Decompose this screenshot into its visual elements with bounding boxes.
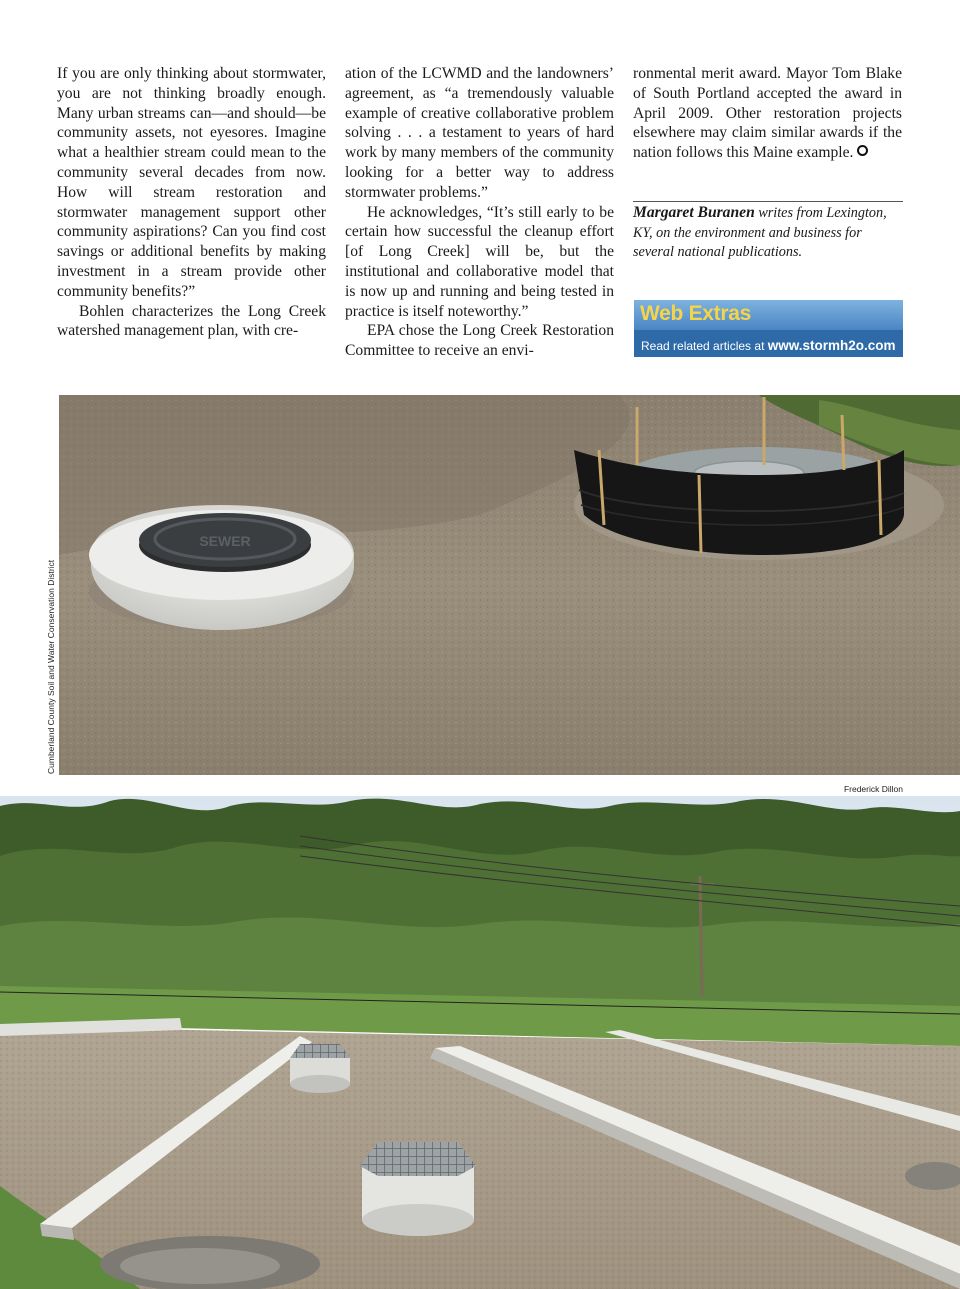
text-column-2 xyxy=(345,64,614,361)
author-name: Margaret Buranen xyxy=(633,204,755,221)
end-of-article-circle-icon xyxy=(857,145,868,156)
web-extras-prefix: Read related articles at xyxy=(641,339,768,353)
paragraph: He acknowledges, “It’s still early to be certain how successful the cleanup effort [of Long Creek] will be, but the institutional and collaborative model that is now up and running and being tested in practice is itself noteworthy.” xyxy=(345,203,614,320)
paragraph: If you are only thinking about stormwater, you are not thinking broadly enough. Many urban streams can—and should—be community assets, not eyesores. Imagine what a healthier stream could mean to the community several decades from now. How will stream restoration and stormwater management support other community aspirations? Can you find cost savings or additional benefits by making investment in a stream provide other community benefits?” xyxy=(57,65,326,300)
web-extras-url-link[interactable]: www.stormh2o.com xyxy=(767,338,896,353)
paragraph: EPA chose the Long Creek Restoration Committee to receive an envi- xyxy=(345,322,614,360)
photo-manhole-and-fenced-structure xyxy=(59,395,960,775)
photo-credit-2: Frederick Dillon xyxy=(843,784,903,794)
manhole-lettering: SEWER xyxy=(199,533,251,549)
paragraph: Bohlen characterizes the Long Creek watershed management plan, with cre- xyxy=(57,302,326,340)
author-bio xyxy=(633,203,903,263)
web-extras-box[interactable] xyxy=(634,300,903,357)
paragraph xyxy=(633,64,902,163)
divider xyxy=(633,201,903,202)
text-column-1 xyxy=(57,64,326,341)
photo-stormwater-filter-basins xyxy=(0,796,960,1289)
web-extras-link-line xyxy=(641,338,896,353)
web-extras-title: Web Extras xyxy=(640,302,751,325)
text-column-3 xyxy=(633,64,902,163)
photo-credit-1: Cumberland County Soil and Water Conservation District xyxy=(46,559,56,774)
author-bio-text: writes from Lexington, KY, on the environment and business for several national publications. xyxy=(633,205,887,260)
paragraph-text: ronmental merit award. Mayor Tom Blake of South Portland accepted the award in April 2009. Other restoration projects elsewhere may claim similar awards if the nation follows this Maine example. xyxy=(633,65,902,162)
paragraph: ation of the LCWMD and the landowners’ agreement, as “a tremendously valuable example of creative collaborative problem solving . . . a testament to years of hard work by many members of the community looking for a better way to address stormwater problems.” xyxy=(345,65,614,201)
